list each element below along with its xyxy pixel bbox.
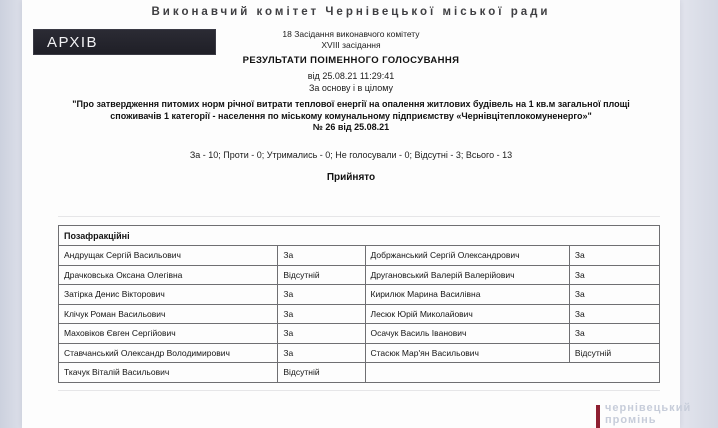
divider-below-table [58,390,660,391]
left-margin-strip [0,0,22,428]
table-row [59,246,660,266]
member-name: Другановський Валерій Валерійович [365,265,569,285]
vote-basis: За основу і в цілому [308,82,394,93]
member-name: Стасюк Мар'ян Васильович [365,343,569,363]
decision-number: № 26 від 25.08.21 [312,122,390,132]
vote-summary: За - 10; Проти - 0; Утримались - 0; Не голосували - 0; Відсутні - 3; Всього - 13 [189,150,513,160]
table-row [59,285,660,305]
member-vote: Відсутній [278,265,365,285]
empty-cell [365,363,660,383]
member-name: Маховіков Євген Сергійович [59,324,278,344]
member-vote: Відсутній [569,343,659,363]
decision-title: "Про затвердження питомих норм річної витрати теплової енергії на опалення житлових будівель на 1 кв.м загальної площі споживачів 1 категорії - населення по міському комунальному підприємству «Чернівцітеплокомуненерго»" [72,99,630,121]
member-vote: За [569,246,659,266]
member-vote: За [278,343,365,363]
member-vote: За [278,285,365,305]
table-row [59,304,660,324]
member-name: Ткачук Віталій Васильович [59,363,278,383]
member-vote: За [278,304,365,324]
watermark-line-2: промінь [605,413,657,426]
member-name: Андрущак Сергій Васильович [59,246,278,266]
watermark-line-1: чернівецький [605,402,692,414]
divider-above-table [58,216,660,217]
watermark-text [605,403,691,426]
member-name: Кирилюк Марина Василівна [365,285,569,305]
member-vote: За [278,246,365,266]
table-row [59,363,660,383]
results-title: РЕЗУЛЬТАТИ ПОІМЕННОГО ГОЛОСУВАННЯ [242,55,460,66]
member-name: Драчковська Оксана Олегівна [59,265,278,285]
member-name: Лесюк Юрій Миколайович [365,304,569,324]
table-row [59,324,660,344]
member-vote: За [569,324,659,344]
member-vote: За [569,304,659,324]
decision-block [51,99,651,134]
voting-table [58,225,660,383]
group-header-row [59,226,660,246]
table-row [59,343,660,363]
session-line-1: 18 Засідання виконавчого комітету [282,29,420,39]
watermark-bar-icon [596,405,600,428]
member-name: Клічук Роман Васильович [59,304,278,324]
group-header-cell: Позафракційні [59,226,660,246]
member-vote: За [278,324,365,344]
member-name: Осачук Василь Іванович [365,324,569,344]
session-line-2: XVIII засідання [321,40,381,50]
member-name: Добржанський Сергій Олександрович [365,246,569,266]
member-vote: За [569,285,659,305]
document-page [22,0,680,428]
table-row [59,265,660,285]
decision-status: Прийнято [326,172,376,183]
session-info [22,29,680,51]
member-vote: Відсутній [278,363,365,383]
org-title: Виконавчий комітет Чернівецької міської ради [151,6,551,18]
member-vote: За [569,265,659,285]
vote-datetime: від 25.08.21 11:29:41 [307,71,395,81]
right-margin-strip [680,0,718,428]
member-name: Затірка Денис Вікторович [59,285,278,305]
channel-watermark [596,403,691,428]
member-name: Ставчанський Олександр Володимирович [59,343,278,363]
archive-label: АРХІВ [47,33,99,51]
